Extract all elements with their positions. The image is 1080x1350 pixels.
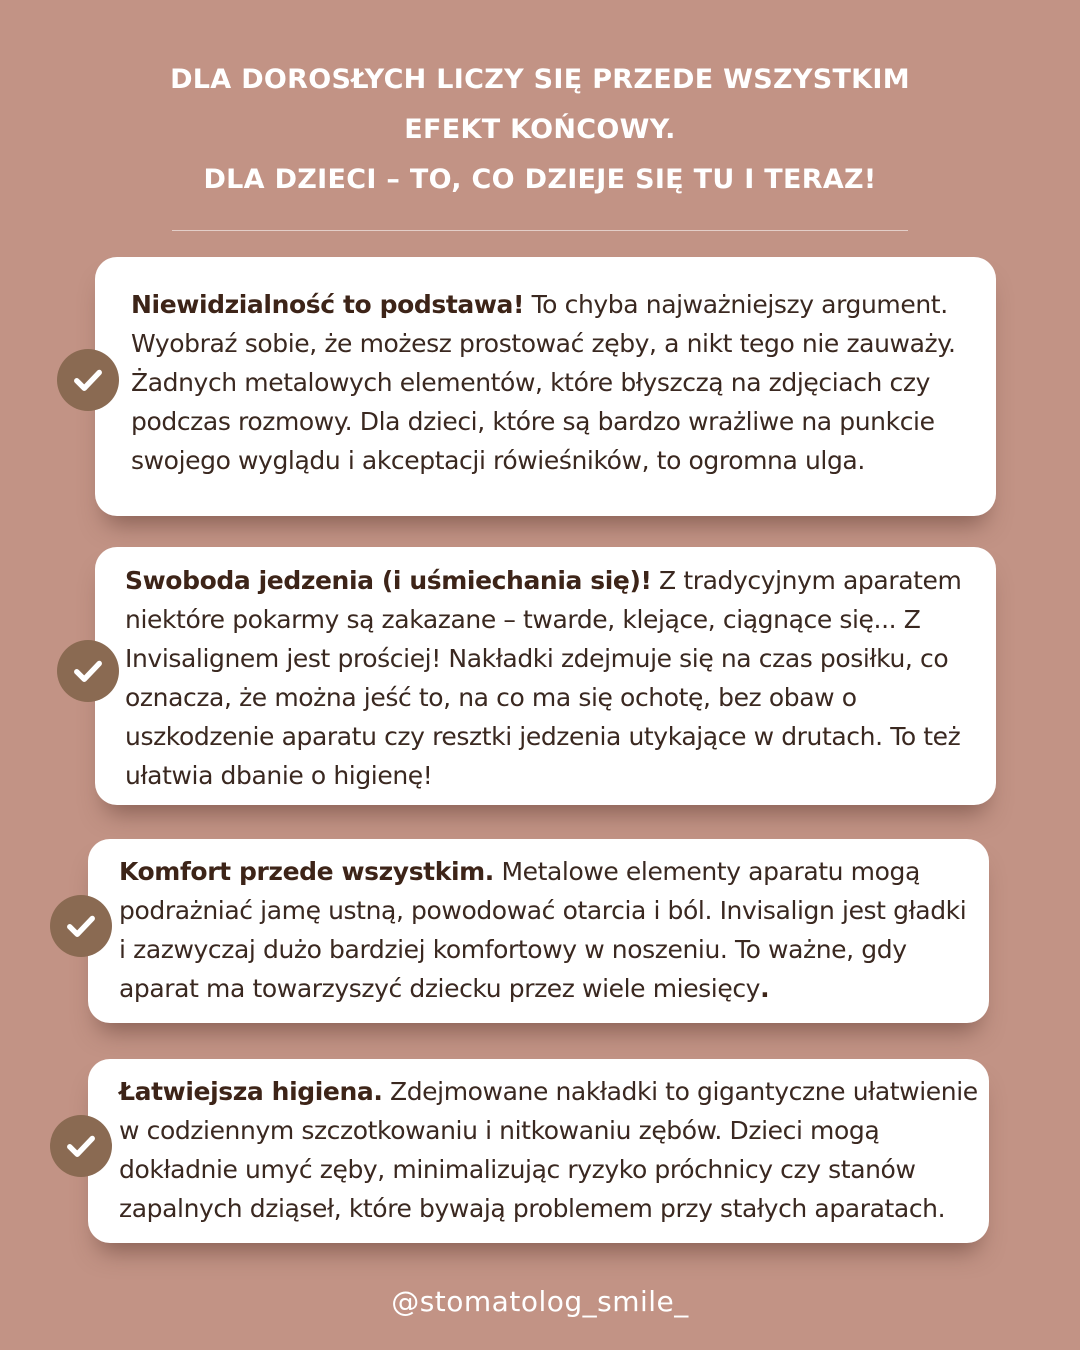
header-line-3: DLA DZIECI – TO, CO DZIEJE SIĘ TU I TERAZ! (203, 164, 877, 195)
card-body: Z tradycyjnym aparatem niektóre pokarmy są zakazane – twarde, klejące, ciągnące się... Z Invisalignem jest prościej! Nakładki zdejmuje się na czas posiłku, co oznacza, że można jeść to, na co ma się ochotę, bez obaw o uszkodzenie aparatu czy resztki jedzenia utykające w drutach. To też ułatwia dbanie o higienę! (125, 566, 962, 790)
card-text (119, 1072, 979, 1228)
header (0, 55, 1080, 205)
card-body: Zdejmowane nakładki to gigantyczne ułatwienie w codziennym szczotkowaniu i nitkowaniu zębów. Dzieci mogą dokładnie umyć zęby, minimalizując ryzyko próchnicy czy stanów zapalnych dziąseł, które bywają problemem przy stałych aparatach. (119, 1077, 978, 1223)
card-comfort (88, 839, 989, 1023)
check-icon (57, 349, 119, 411)
card-body: To chyba najważniejszy argument. Wyobraź sobie, że możesz prostować zęby, a nikt tego nie zauważy. Żadnych metalowych elementów, które błyszczą na zdjęciach czy podczas rozmowy. Dla dzieci, które są bardzo wrażliwe na punkcie swojego wyglądu i akceptacji rówieśników, to ogromna ulga. (131, 290, 956, 475)
card-title: Niewidzialność to podstawa! (131, 290, 525, 319)
card-title: Łatwiejsza higiena. (119, 1077, 383, 1106)
header-divider (172, 230, 908, 231)
card-title: Swoboda jedzenia (i uśmiechania się)! (125, 566, 652, 595)
header-line-2: EFEKT KOŃCOWY. (404, 114, 676, 145)
check-icon (50, 895, 112, 957)
card-end-mark: . (760, 974, 770, 1003)
card-invisibility (95, 257, 996, 516)
card-text (125, 561, 986, 795)
card-text (119, 852, 979, 1008)
header-line-1: DLA DOROSŁYCH LICZY SIĘ PRZEDE WSZYSTKIM (170, 64, 910, 95)
card-eating-freedom (95, 547, 996, 805)
card-hygiene (88, 1059, 989, 1243)
card-text (131, 285, 986, 480)
card-title: Komfort przede wszystkim. (119, 857, 494, 886)
instagram-handle: @stomatolog_smile_ (391, 1285, 689, 1318)
card-body: Metalowe elementy aparatu mogą podrażniać jamę ustną, powodować otarcia i ból. Invisalign jest gładki i zazwyczaj dużo bardziej komfortowy w noszeniu. To ważne, gdy aparat ma towarzyszyć dziecku przez wiele miesięcy (119, 857, 967, 1003)
check-icon (57, 640, 119, 702)
check-icon (50, 1115, 112, 1177)
